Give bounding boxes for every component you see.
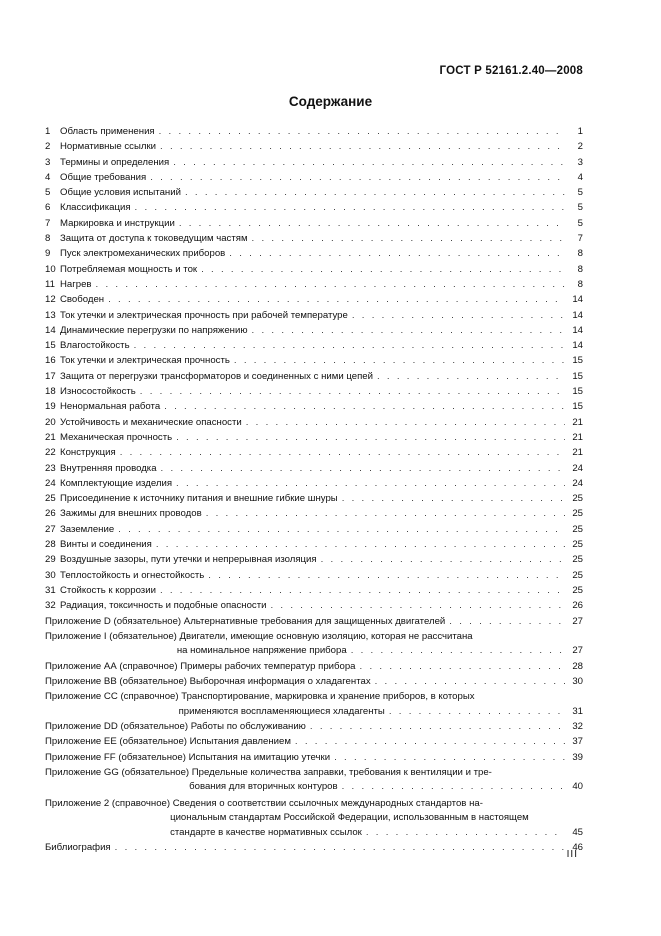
toc-entry-label: Маркировка и инструкции [60, 217, 175, 229]
dot-leader [134, 338, 565, 353]
toc-entry [45, 461, 583, 476]
toc-entry-page: 1 [577, 126, 583, 137]
toc-entry-page: 7 [577, 233, 583, 245]
appendix-label-continued: циональным стандартам Российской Федерации, использованным в настоящем [170, 812, 529, 824]
toc-entry-label: Устойчивость и механические опасности [60, 416, 242, 428]
appendix-page: 37 [572, 736, 583, 748]
dot-leader [377, 369, 565, 384]
dot-leader [342, 491, 565, 506]
bibliography-entry [45, 840, 583, 855]
toc-entry [45, 583, 583, 598]
toc-entry-number: 12 [45, 294, 56, 306]
toc-entry [45, 216, 583, 231]
dot-leader [375, 674, 565, 689]
dot-leader [164, 399, 565, 414]
toc-entry-label: Конструкция [60, 447, 116, 459]
dot-leader [120, 445, 565, 460]
appendix-entry [45, 659, 583, 674]
toc-entry-number: 26 [45, 508, 56, 520]
toc-entry [45, 353, 583, 368]
appendix-label: Приложение ВВ (обязательное) Выборочная информация о хладагентах [45, 675, 371, 687]
toc-entry-page: 21 [572, 431, 583, 443]
appendix-continuation [45, 826, 583, 840]
toc-entry [45, 262, 583, 277]
dot-leader [360, 659, 565, 674]
toc-entry [45, 506, 583, 521]
toc-entry [45, 170, 583, 185]
appendix-page: 30 [572, 675, 583, 687]
toc-entry [45, 537, 583, 552]
toc-entry-page: 3 [577, 156, 583, 168]
toc-entry-page: 26 [572, 600, 583, 612]
bibliography-label: Библиография [45, 841, 111, 853]
dot-leader [449, 614, 565, 629]
toc-entry [45, 384, 583, 399]
toc-entry-page: 5 [577, 217, 583, 229]
toc-entry [45, 277, 583, 292]
toc-entry-page: 25 [572, 569, 583, 581]
toc-entry-label: Область применения [60, 126, 155, 137]
dot-leader [321, 552, 565, 567]
appendix-entry [45, 750, 583, 765]
dot-leader [140, 384, 565, 399]
toc-entry-label: Защита от перегрузки трансформаторов и соединенных с ними цепей [60, 370, 373, 382]
toc-entry-label: Влагостойкость [60, 340, 130, 352]
appendix-entry [45, 766, 583, 795]
toc-entry-page: 15 [572, 401, 583, 413]
dot-leader [108, 292, 565, 307]
appendix-label: Приложение FF (обязательное) Испытания на имитацию утечки [45, 751, 331, 763]
toc-entry [45, 415, 583, 430]
appendix-label-continued: стандарте в качестве нормативных ссылок [170, 826, 362, 838]
toc-entry-number: 7 [45, 217, 51, 229]
dot-leader [334, 750, 565, 765]
toc-entry-page: 14 [572, 324, 583, 336]
toc-entry-label: Общие требования [60, 171, 147, 183]
toc-entry [45, 231, 583, 246]
appendix-page: 31 [572, 705, 583, 717]
toc-entry-number: 18 [45, 386, 56, 398]
appendix-page: 39 [572, 751, 583, 763]
dot-leader [352, 308, 565, 323]
appendix-continuation [45, 811, 583, 825]
dot-leader [118, 522, 565, 537]
toc-entry [45, 139, 583, 154]
toc-entry-label: Винты и соединения [60, 539, 152, 551]
toc-entry-number: 23 [45, 462, 56, 474]
toc-entry-number: 2 [45, 141, 51, 153]
appendix-label-continued: применяются воспламеняющиеся хладагенты [178, 705, 385, 717]
appendix-continuation [45, 705, 583, 719]
dot-leader [201, 262, 565, 277]
toc-entry-label: Воздушные зазоры, пути утечки и непрерывная изоляция [60, 554, 317, 566]
toc-entry-number: 3 [45, 156, 51, 168]
toc-entry-number: 21 [45, 431, 56, 443]
toc-entry-number: 30 [45, 569, 56, 581]
toc-entry-label: Ток утечки и электрическая прочность при рабочей температуре [60, 309, 348, 321]
toc-entry [45, 369, 583, 384]
toc-entry-label: Теплостойкость и огнестойкость [60, 569, 205, 581]
toc-entry-page: 5 [577, 187, 583, 199]
toc-entry-page: 8 [577, 278, 583, 290]
appendix-continuation [45, 780, 583, 794]
toc-entry-label: Свободен [60, 294, 105, 306]
toc-entry-label: Нормативные ссылки [60, 141, 157, 153]
toc-entry-label: Нагрев [60, 278, 92, 290]
dot-leader [150, 170, 565, 185]
dot-leader [160, 583, 565, 598]
toc-entry-number: 13 [45, 309, 56, 321]
toc-entry [45, 124, 583, 139]
toc-entry-number: 1 [45, 126, 51, 137]
dot-leader [270, 598, 565, 613]
toc-entry-label: Радиация, токсичность и подобные опасности [60, 600, 267, 612]
toc-entry [45, 568, 583, 583]
appendix-label: Приложение GG (обязательное) Предельные количества заправки, требования к вентиляции и тре- [45, 766, 492, 778]
dot-leader [115, 840, 565, 855]
appendix-page: 28 [572, 660, 583, 672]
appendix-label: Приложение 2 (справочное) Сведения о соответствии ссылочных международных стандартов на- [45, 797, 483, 809]
toc-entry-number: 19 [45, 401, 56, 413]
dot-leader [160, 139, 565, 154]
page-title: Содержание [288, 94, 373, 109]
toc-entry-page: 8 [577, 263, 583, 275]
dot-leader [229, 246, 565, 261]
dot-leader [208, 568, 565, 583]
toc-entry-number: 32 [45, 600, 56, 612]
toc-entry-page: 5 [577, 202, 583, 214]
dot-leader [185, 185, 565, 200]
toc-entry-number: 8 [45, 233, 51, 245]
toc-entry-label: Защита от доступа к токоведущим частям [60, 233, 248, 245]
toc-entry-number: 25 [45, 493, 56, 505]
toc-entry [45, 522, 583, 537]
appendix-continuation [45, 644, 583, 658]
appendix-entry [45, 690, 583, 719]
toc-entry [45, 155, 583, 170]
toc-entry-label: Пуск электромеханических приборов [60, 248, 226, 260]
toc-entry-page: 15 [572, 370, 583, 382]
dot-leader [342, 780, 565, 794]
toc-entry-number: 11 [45, 278, 55, 290]
appendix-entry [45, 630, 583, 659]
toc-entry [45, 308, 583, 323]
toc-entry-number: 17 [45, 370, 56, 382]
appendix-entry [45, 614, 583, 629]
table-of-contents [45, 124, 583, 855]
appendix-label-continued: на номинальное напряжение прибора [176, 645, 347, 657]
toc-entry-label: Динамические перегрузки по напряжению [60, 324, 248, 336]
appendix-page: 45 [572, 826, 583, 838]
toc-entry-number: 14 [45, 324, 56, 336]
dot-leader [246, 415, 565, 430]
toc-entry-page: 14 [572, 309, 583, 321]
toc-entry [45, 598, 583, 613]
toc-entry-label: Ненормальная работа [60, 401, 161, 413]
toc-entry-number: 9 [45, 248, 51, 260]
dot-leader [206, 506, 565, 521]
appendix-label-continued: бования для вторичных контуров [189, 781, 338, 793]
appendix-page: 27 [572, 645, 583, 657]
toc-entry-number: 5 [45, 187, 51, 199]
appendix-page: 27 [572, 615, 583, 627]
dot-leader [389, 705, 565, 719]
toc-entry [45, 200, 583, 215]
toc-entry-label: Зажимы для внешних проводов [60, 508, 202, 520]
toc-entry [45, 445, 583, 460]
toc-entry-number: 10 [45, 263, 56, 275]
appendix-entry [45, 797, 583, 840]
dot-leader [366, 826, 565, 840]
toc-entry-page: 21 [572, 416, 583, 428]
toc-entry-page: 8 [577, 248, 583, 260]
toc-entry [45, 292, 583, 307]
dot-leader [179, 216, 565, 231]
toc-entry-label: Износостойкость [60, 386, 136, 398]
appendix-label: Приложение D (обязательное) Альтернативные требования для защищенных двигателей [45, 615, 446, 627]
toc-entry-page: 25 [572, 539, 583, 551]
appendix-entry [45, 674, 583, 689]
toc-entry-label: Термины и определения [60, 156, 170, 168]
toc-entry [45, 338, 583, 353]
dot-leader [156, 537, 565, 552]
dot-leader [176, 430, 565, 445]
dot-leader [252, 323, 565, 338]
dot-leader [351, 644, 565, 658]
toc-entry [45, 399, 583, 414]
toc-entry-page: 24 [572, 462, 583, 474]
toc-entry-page: 14 [572, 340, 583, 352]
toc-entry-page: 25 [572, 584, 583, 596]
toc-entry-page: 25 [572, 493, 583, 505]
appendix-page: 32 [572, 721, 583, 733]
toc-entry [45, 430, 583, 445]
toc-entry [45, 323, 583, 338]
toc-entry [45, 491, 583, 506]
appendix-entry [45, 734, 583, 749]
toc-entry-label: Потребляемая мощность и ток [60, 263, 198, 275]
appendix-entry [45, 719, 583, 734]
toc-entry-number: 29 [45, 554, 56, 566]
toc-entry-number: 20 [45, 416, 56, 428]
toc-entry-number: 28 [45, 539, 56, 551]
page-number: III [566, 849, 578, 860]
toc-entry-label: Механическая прочность [60, 431, 173, 443]
toc-entry-page: 24 [572, 477, 583, 489]
toc-entry-number: 16 [45, 355, 56, 367]
appendix-label: Приложение ЕЕ (обязательное) Испытания давлением [45, 736, 291, 748]
bibliography-page: 46 [572, 841, 583, 853]
toc-entry-number: 22 [45, 447, 56, 459]
toc-entry-label: Классификация [60, 202, 131, 214]
toc-entry-label: Заземление [60, 523, 115, 535]
toc-entry-number: 15 [45, 340, 56, 352]
dot-leader [295, 734, 565, 749]
toc-entry-page: 4 [577, 171, 583, 183]
toc-entry [45, 185, 583, 200]
toc-entry-label: Ток утечки и электрическая прочность [60, 355, 230, 367]
toc-entry-page: 25 [572, 523, 583, 535]
toc-entry-page: 14 [572, 294, 583, 306]
toc-entry-page: 25 [572, 508, 583, 520]
toc-entry-number: 31 [45, 584, 56, 596]
dot-leader [96, 277, 565, 292]
toc-entry-page: 15 [572, 355, 583, 367]
toc-entry-number: 24 [45, 477, 56, 489]
appendix-label: Приложение СС (справочное) Транспортирование, маркировка и хранение приборов, в которых [45, 691, 475, 703]
toc-entry [45, 476, 583, 491]
dot-leader [159, 124, 565, 139]
toc-entry-page: 15 [572, 386, 583, 398]
document-code: ГОСТ Р 52161.2.40—2008 [439, 65, 583, 77]
appendix-label: Приложение АА (справочное) Примеры рабочих температур прибора [45, 660, 356, 672]
toc-entry [45, 246, 583, 261]
appendix-page: 40 [572, 781, 583, 793]
toc-entry-label: Присоединение к источнику питания и внешние гибкие шнуры [60, 493, 338, 505]
dot-leader [252, 231, 565, 246]
toc-entry-number: 4 [45, 171, 51, 183]
appendix-label: Приложение DD (обязательное) Работы по обслуживанию [45, 721, 306, 733]
toc-entry-page: 21 [572, 447, 583, 459]
toc-entry [45, 552, 583, 567]
toc-entry-label: Стойкость к коррозии [60, 584, 156, 596]
toc-entry-page: 2 [577, 141, 583, 153]
dot-leader [161, 461, 565, 476]
toc-entry-number: 6 [45, 202, 51, 214]
toc-entry-label: Общие условия испытаний [60, 187, 181, 199]
toc-entry-number: 27 [45, 523, 56, 535]
toc-entry-label: Комплектующие изделия [60, 477, 173, 489]
dot-leader [135, 200, 565, 215]
dot-leader [176, 476, 565, 491]
toc-entry-page: 25 [572, 554, 583, 566]
dot-leader [234, 353, 565, 368]
appendix-label: Приложение I (обязательное) Двигатели, имеющие основную изоляцию, которая не рассчитана [45, 630, 473, 642]
dot-leader [310, 719, 565, 734]
toc-entry-label: Внутренняя проводка [60, 462, 157, 474]
dot-leader [173, 155, 565, 170]
